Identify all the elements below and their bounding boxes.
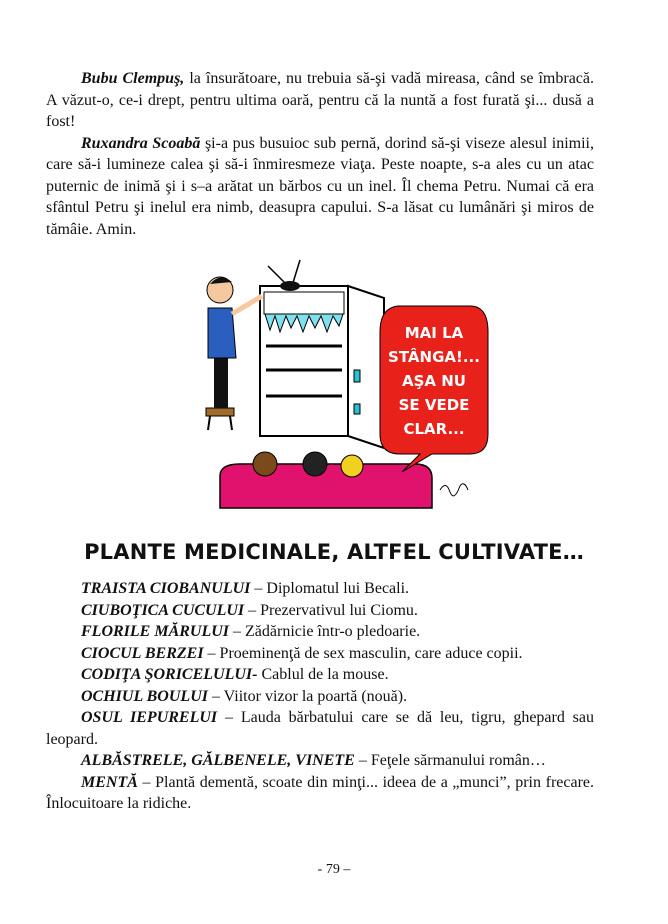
plant-definition: – Viitor vizor la poartă (nouă). xyxy=(207,687,408,705)
plant-definition: – Lauda bărbatului care se dă leu, tigru, ghepard sau leopard. xyxy=(46,709,595,748)
plant-term: CIUBOŢICA CUCULUI xyxy=(81,601,245,619)
plant-definition: – Prezervativul lui Ciomu. xyxy=(244,601,418,619)
bubble-line: SE VEDE xyxy=(398,396,470,414)
plant-definition: – Diplomatul lui Becali. xyxy=(250,580,410,597)
bubble-line: MAI LA xyxy=(404,324,464,342)
plant-definition: – Feţele sărmanului român… xyxy=(354,752,546,769)
plant-definition: Cablul de la mouse. xyxy=(257,666,389,683)
list-item xyxy=(46,621,594,643)
list-item xyxy=(46,772,594,815)
plant-term: MENTĂ xyxy=(81,773,138,791)
paragraph-text: şi-a pus busuioc sub pernă, dorind să-şi viseze alesul inimii, care să-i lumineze calea şi să-i înmiresmeze viaţa. Peste noapte, s-a ales cu un atac puternic de inimă şi i s–a arătat un bărbos cu un inel. Îl chema Petru. Numai că era sfântul Petru şi inelul era nimb, deasupra capului. S-a lăsat cu lumânări şi miros de tămâie. Amin. xyxy=(46,134,595,238)
page-number: - 79 – xyxy=(317,862,351,877)
bubble-line: AŞA NU xyxy=(402,372,466,390)
cartoon-illustration xyxy=(170,258,490,520)
plant-term: OCHIUL BOULUI xyxy=(81,687,208,705)
list-item xyxy=(46,707,594,750)
list-item xyxy=(46,686,594,708)
character-name: Ruxandra Scoabă xyxy=(81,134,201,152)
story-text xyxy=(46,68,594,240)
plant-term: FLORILE MĂRULUI xyxy=(81,623,230,640)
plant-term: TRAISTA CIOBANULUI xyxy=(81,580,251,597)
plant-definition: – Plantă dementă, scoate din minţi... ideea de a „munci”, prin frecare. Înlocuitoare la ridiche. xyxy=(46,773,594,812)
artist-signature xyxy=(440,484,468,496)
list-item xyxy=(46,664,594,686)
list-item xyxy=(46,643,594,665)
plant-term: CODIŢA ŞORICELULUI- xyxy=(81,666,258,683)
character-name: Bubu Clempuş, xyxy=(81,70,185,87)
paragraph xyxy=(46,68,594,133)
section-heading: PLANTE MEDICINALE, ALTFEL CULTIVATE… xyxy=(84,540,584,564)
paragraph xyxy=(46,133,594,241)
plant-list xyxy=(46,578,594,815)
bubble-line: CLAR... xyxy=(403,420,465,438)
plant-term: ALBĂSTRELE, GĂLBENELE, VINETE xyxy=(81,752,355,769)
plant-term: CIOCUL BERZEI xyxy=(81,644,204,662)
plant-term: OSUL IEPURELUI xyxy=(81,709,218,726)
plant-definition: – Zădărnicie într-o pledoarie. xyxy=(229,623,421,640)
list-item xyxy=(46,578,594,600)
plant-definition: – Proeminenţă de sex masculin, care aduce copii. xyxy=(203,644,523,662)
list-item xyxy=(46,600,594,622)
paragraph-text: la însurătoare, nu trebuia să-şi vadă mireasa, când se îmbracă. A văzut-o, ce-i drept, pentru ultima oară, pentru că la nuntă a fost furată şi... dusă a fost! xyxy=(46,70,594,130)
bubble-line: STÂNGA!... xyxy=(388,348,480,366)
list-item xyxy=(46,750,594,772)
